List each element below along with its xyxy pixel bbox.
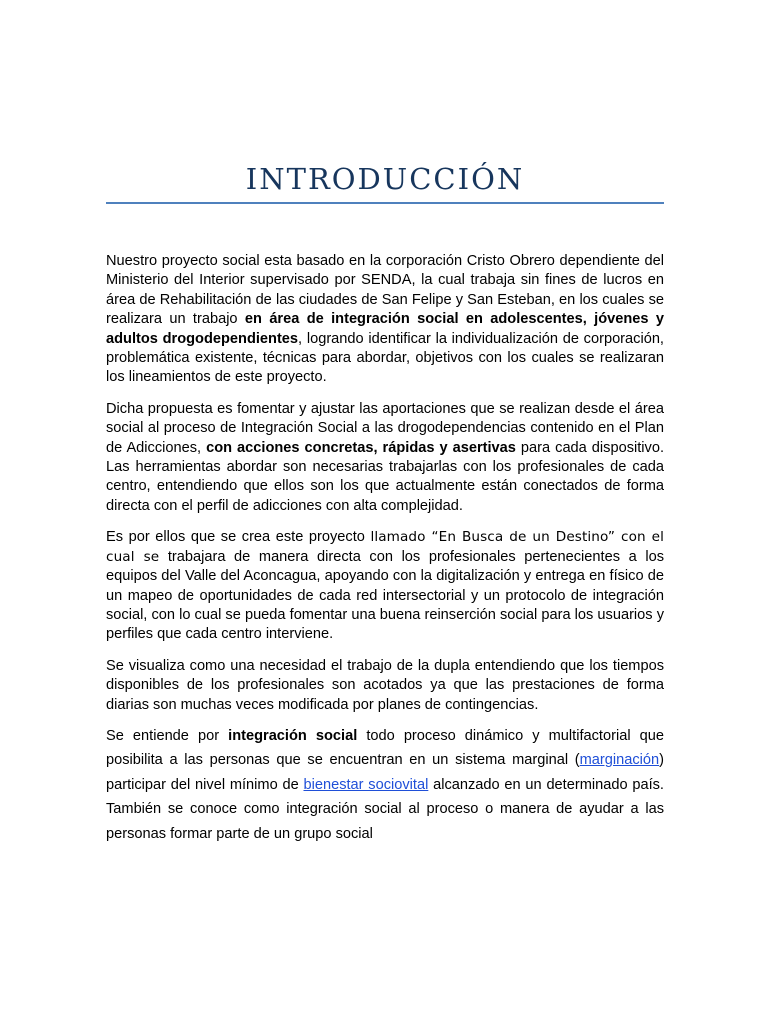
paragraph-2-text-b: para cada dispositivo. Las herramientas abordar son necesarias trabajarlas con los profesionales de cada centro, entendiendo que ellos son los que actualmente están conectados de forma directa con el perfil de adicciones con alta complejidad. <box>106 439 664 514</box>
title-underline <box>106 202 664 204</box>
paragraph-5-text-c: ) participar del nivel mínimo de <box>106 752 664 793</box>
paragraph-2 <box>106 400 664 516</box>
paragraph-5-text-a: Se entiende por <box>106 727 229 744</box>
bienestar-sociovital-link[interactable]: bienestar sociovital <box>303 776 429 793</box>
paragraph-1-text-a: Nuestro proyecto social esta basado en la corporación Cristo Obrero dependiente del Ministerio del Interior supervisado por SENDA, la cual trabaja sin fines de lucros en área de Rehabilitación de las ciudades de San Felipe y San Esteban, en los cuales se realizara un trabajo <box>106 253 664 328</box>
paragraph-3-text-a: Es por ellos que se crea este proyecto <box>106 529 371 546</box>
paragraph-5-text-d: alcanzado en un determinado país. También se conoce como integración social al proceso o manera de ayudar a las personas formar parte de un grupo social <box>106 776 664 842</box>
page-title: INTRODUCCIÓN <box>245 162 525 196</box>
marginacion-link[interactable]: marginación <box>579 752 660 769</box>
paragraph-5-bold: integración social <box>228 727 358 744</box>
paragraph-1-bold: en área de integración social en adolescentes, jóvenes y adultos drogodependientes <box>106 311 664 347</box>
paragraph-4 <box>106 657 664 715</box>
paragraph-3-project-name: llamado “En Busca de un Destino” con el cual se <box>106 529 664 565</box>
paragraph-1-text-b: , logrando identificar la individualización de corporación, problemática existente, técnicas para abordar, objetivos con los cuales se realizaran los lineamientos de este proyecto. <box>106 330 664 386</box>
paragraph-2-bold: con acciones concretas, rápidas y asertivas <box>206 439 516 456</box>
paragraph-4-text: Se visualiza como una necesidad el trabajo de la dupla entendiendo que los tiempos disponibles de los profesionales son acotados ya que las prestaciones de forma diarias son muchas veces modificada por planes de contingencias. <box>106 657 664 713</box>
paragraph-3 <box>106 528 664 644</box>
paragraph-5-text-b: todo proceso dinámico y multifactorial que posibilita a las personas que se encuentran en un sistema marginal ( <box>106 727 664 769</box>
paragraph-1 <box>106 252 664 388</box>
document-body <box>106 252 664 846</box>
paragraph-3-text-b: trabajara de manera directa con los profesionales pertenecientes a los equipos del Valle del Aconcagua, apoyando con la digitalización y entrega en físico de un mapeo de oportunidades de cada red intersectorial y un protocolo de integración social, con lo cual se pueda fomentar una buena reinserción social para los usuarios y perfiles que cada centro interviene. <box>106 548 664 643</box>
paragraph-2-text-a: Dicha propuesta es fomentar y ajustar las aportaciones que se realizan desde el área social al proceso de Integración Social a las drogodependencias contenido en el Plan de Adicciones, <box>106 400 664 456</box>
paragraph-5 <box>106 724 664 846</box>
